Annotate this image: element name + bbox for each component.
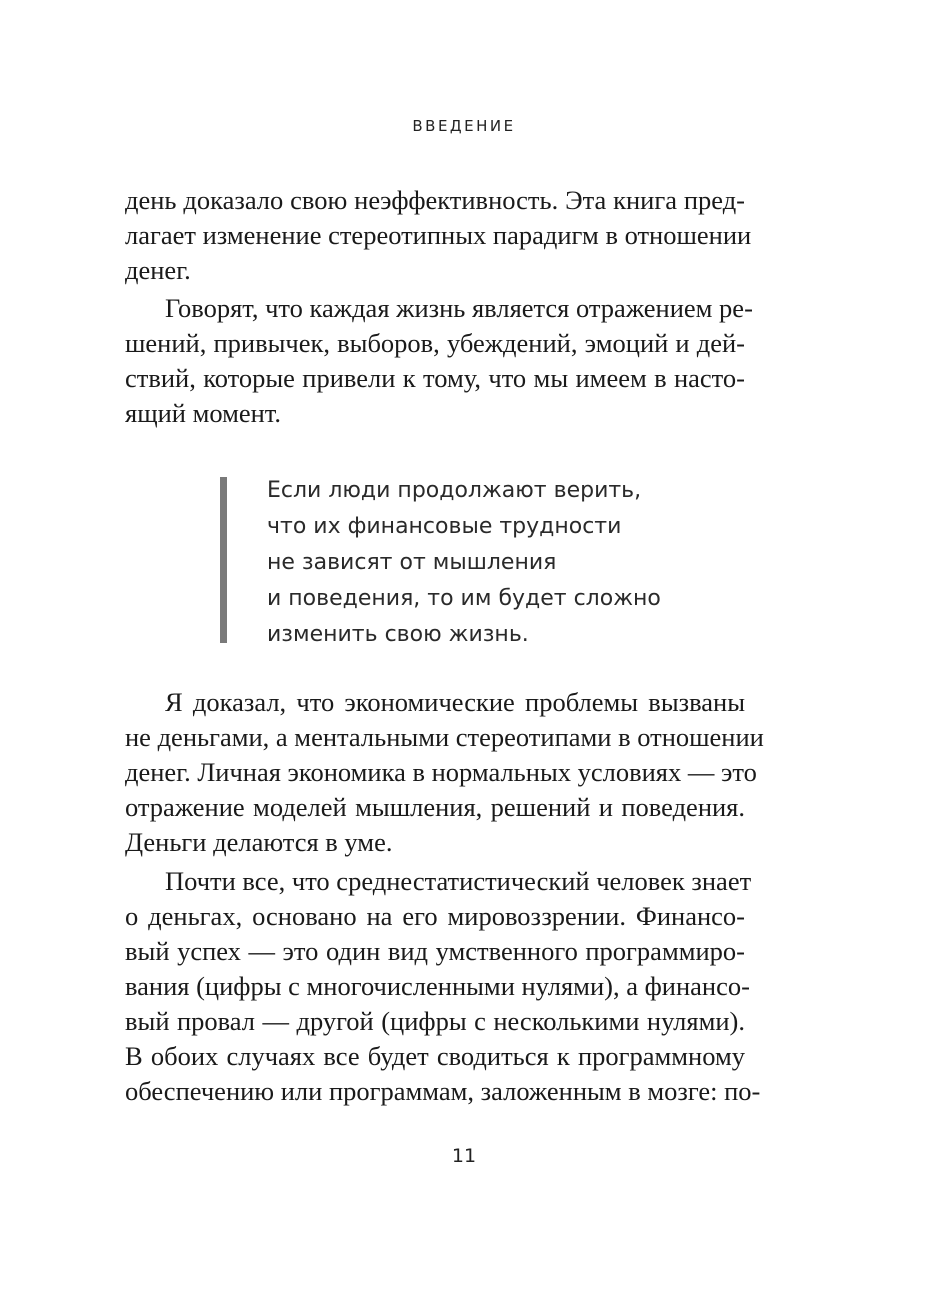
text-line: денег. [125, 255, 191, 285]
text-line: Говорят, что каждая жизнь является отражением ре- [165, 293, 753, 323]
text-line: отражение моделей мышления, решений и поведения. [125, 792, 745, 822]
text-line: Почти все, что среднестатистический человек знает [165, 866, 752, 896]
text-line: Я доказал, что экономические проблемы вызваны [165, 687, 745, 717]
page-number: 11 [451, 1145, 477, 1167]
text-line: Деньги делаются в уме. [125, 827, 393, 857]
paragraph-2 [125, 291, 753, 431]
text-line: день доказало свою неэффективность. Эта книга пред- [125, 185, 745, 215]
quote-line: изменить свою жизнь. [267, 622, 529, 647]
quote-bar [220, 477, 227, 643]
quote-line: Если люди продолжают верить, [267, 478, 642, 503]
quote-line: не зависят от мышления [267, 550, 557, 575]
text-line: вый провал — другой (цифры с несколькими нулями). [125, 1006, 745, 1036]
quote-line: и поведения, то им будет сложно [267, 586, 661, 611]
quote-line: что их финансовые трудности [267, 514, 622, 539]
text-line: не деньгами, а ментальными стереотипами в отношении [125, 722, 764, 752]
running-header: ВВЕДЕНИЕ [412, 117, 516, 135]
text-line: лагает изменение стереотипных парадигм в отношении [125, 220, 752, 250]
pull-quote [220, 473, 700, 647]
text-line: обеспечению или программам, заложенным в мозге: по- [125, 1076, 761, 1106]
text-line: ящий момент. [125, 398, 282, 428]
text-line: о деньгах, основано на его мировоззрении. Финансо- [125, 901, 745, 931]
paragraph-3 [125, 685, 764, 860]
text-line: ствий, которые привели к тому, что мы имеем в насто- [125, 363, 745, 393]
text-line: вый успех — это один вид умственного программиро- [125, 936, 745, 966]
paragraph-4 [125, 864, 761, 1109]
paragraph-1 [125, 183, 752, 288]
text-line: В обоих случаях все будет сводиться к программному [125, 1041, 745, 1071]
text-line: денег. Личная экономика в нормальных условиях — это [125, 757, 757, 787]
text-line: вания (цифры с многочисленными нулями), а финансо- [125, 971, 750, 1001]
text-line: шений, привычек, выборов, убеждений, эмоций и дей- [125, 328, 745, 358]
quote-text [267, 473, 661, 653]
